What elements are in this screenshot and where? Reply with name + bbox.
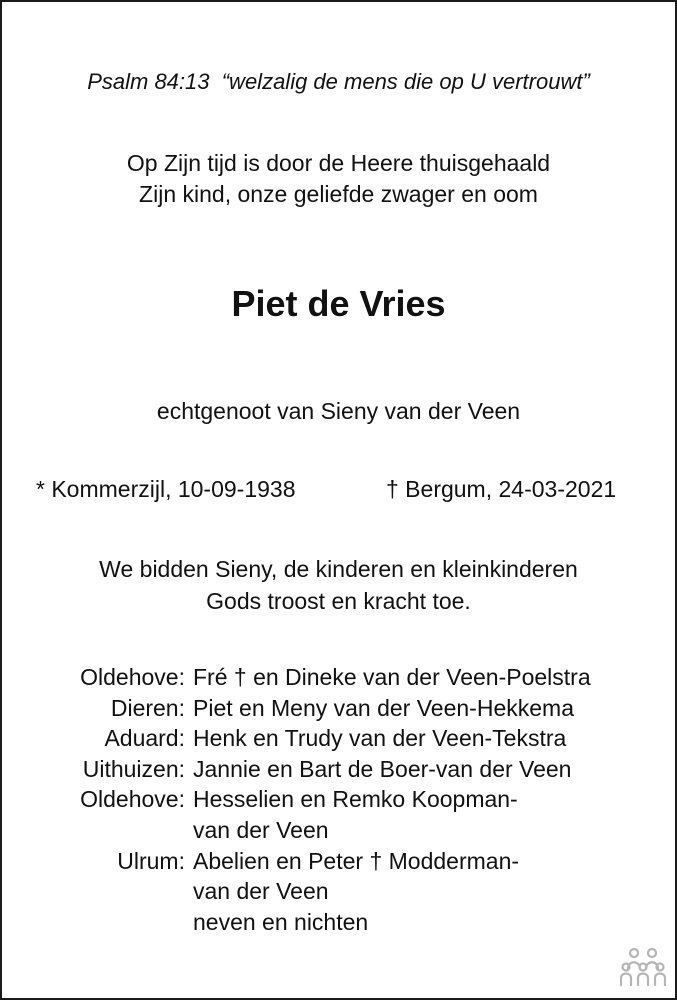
family-names: Hesselien en Remko Koopman- [193, 786, 518, 813]
family-names: Henk en Trudy van der Veen-Tekstra [193, 725, 567, 752]
family-row [2, 723, 677, 754]
family-names: Jannie en Bart de Boer-van der Veen [193, 755, 572, 782]
family-place: Ulrum: [117, 847, 185, 874]
intro-line-1: Op Zijn tijd is door de Heere thuisgehaald [126, 150, 551, 176]
family-names: Fré † en Dineke van der Veen-Poelstra [193, 664, 591, 690]
family-row [2, 907, 677, 938]
prayer-line-1: We bidden Sieny, de kinderen en kleinkinderen [99, 556, 578, 582]
family-row [2, 662, 677, 693]
family-place: Aduard: [104, 725, 185, 752]
family-place: Uithuizen: [82, 755, 185, 782]
family-place [2, 876, 185, 907]
family-row [2, 784, 677, 815]
family-row [2, 754, 677, 785]
family-names: Piet en Meny van der Veen-Hekkema [193, 694, 574, 721]
family-place: Oldehove: [80, 786, 185, 813]
family-row [2, 876, 677, 907]
psalm-reference: Psalm 84:13 [87, 69, 210, 94]
deceased-name: Piet de Vries [231, 283, 446, 324]
family-row [2, 693, 677, 724]
family-names: van der Veen [193, 816, 329, 843]
people-group-icon [620, 947, 666, 987]
family-place: Oldehove: [80, 664, 185, 690]
psalm-text: “welzalig de mens die op U vertrouwt” [221, 69, 590, 94]
intro-text [2, 148, 675, 210]
birth-info: * Kommerzijl, 10-09-1938 [36, 476, 296, 502]
spouse-line: echtgenoot van Sieny van der Veen [156, 398, 521, 424]
family-names: neven en nichten [193, 908, 369, 935]
prayer-text [2, 553, 675, 617]
death-info: † Bergum, 24-03-2021 [386, 476, 617, 502]
family-list [2, 662, 677, 937]
family-row [2, 815, 677, 846]
family-names: Abelien en Peter † Modderman- [193, 847, 520, 874]
family-names: van der Veen [193, 878, 329, 905]
prayer-line-2: Gods troost en kracht toe. [206, 588, 471, 614]
family-row [2, 846, 677, 877]
intro-line-2: Zijn kind, onze geliefde zwager en oom [139, 181, 538, 207]
family-place [2, 907, 185, 938]
family-place: Dieren: [110, 694, 185, 721]
psalm-quote [2, 68, 675, 96]
family-place [2, 815, 185, 846]
